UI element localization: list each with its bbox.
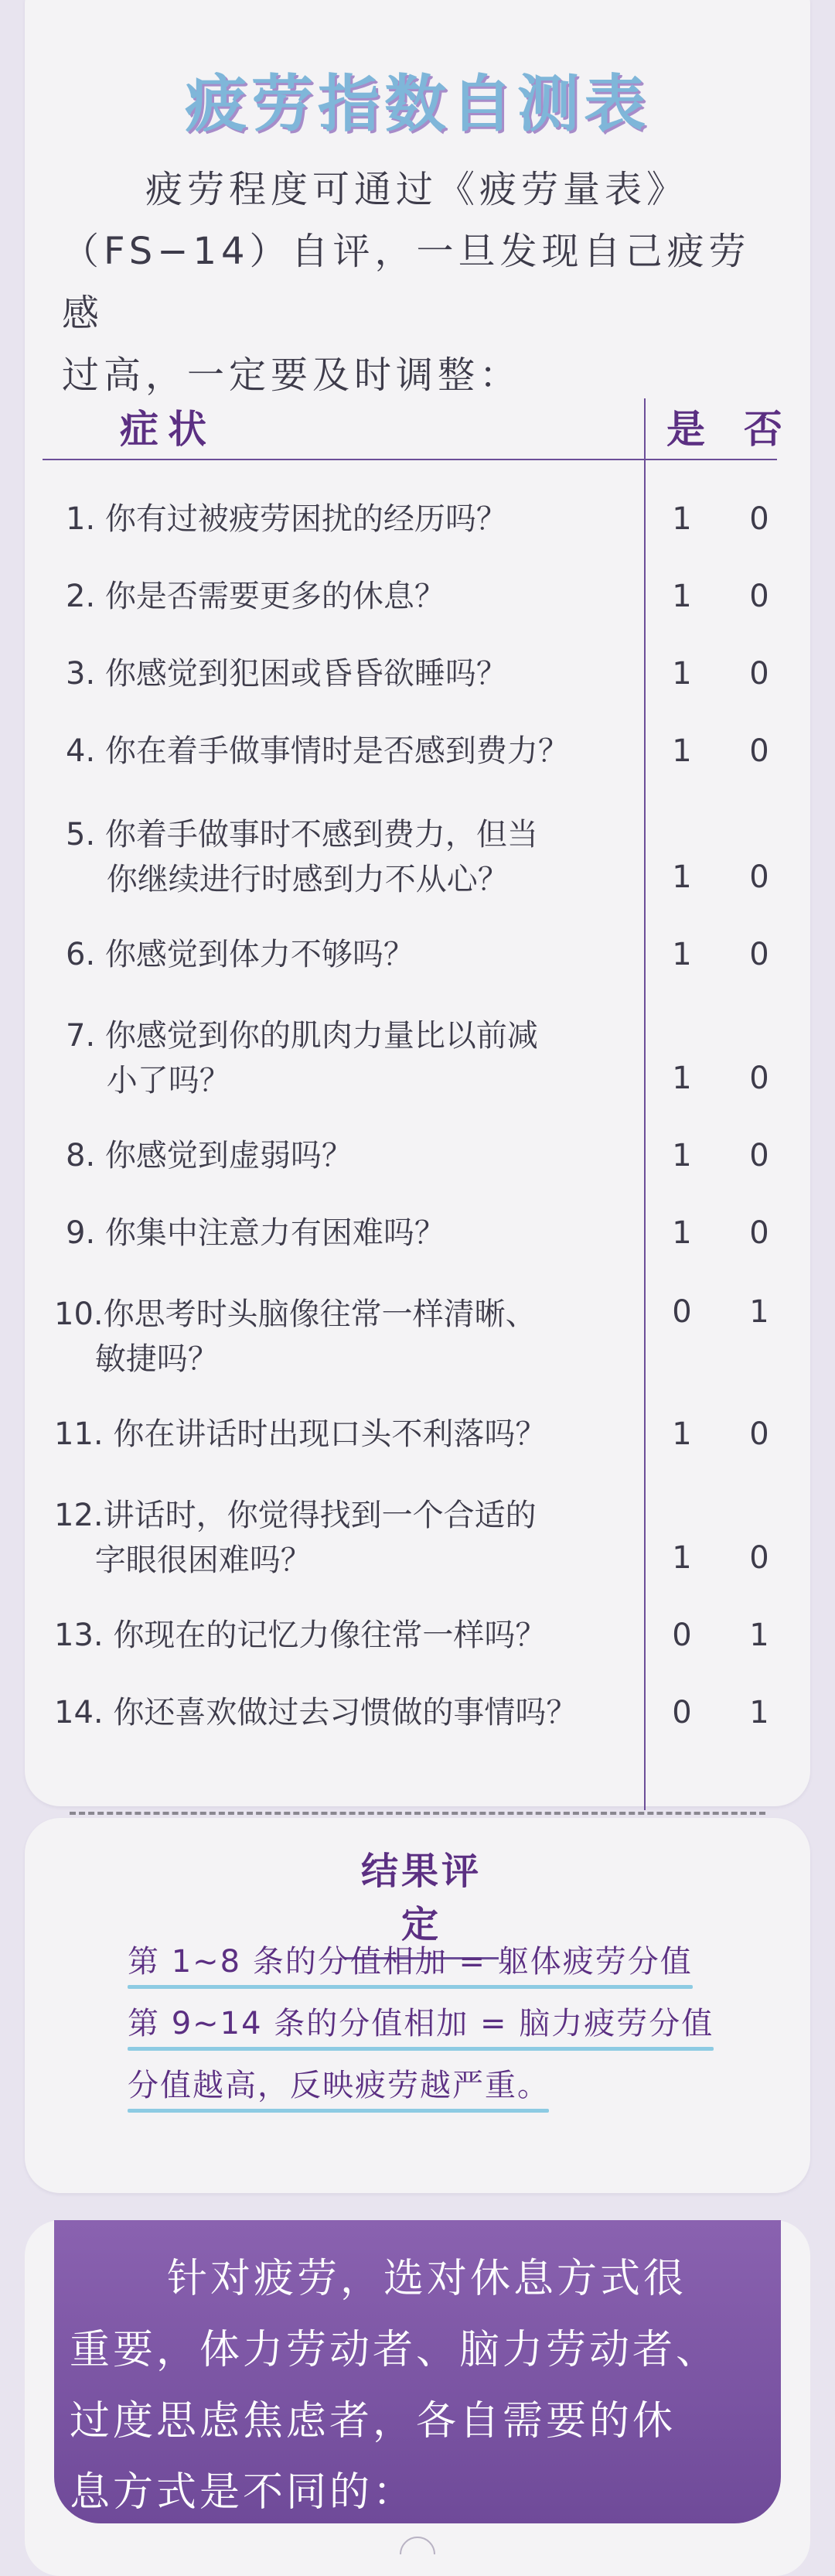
yes-score: 0 [672,1618,692,1653]
question-text: 3. 你感觉到犯困或昏昏欲睡吗？ [66,656,507,692]
result-line: 分值越高，反映疲劳越严重。 [128,2064,550,2113]
table-header-divider [43,459,777,460]
yes-score: 1 [672,937,692,972]
yes-score: 1 [672,1540,692,1576]
highlight-underline [128,2109,549,2113]
no-score: 0 [749,579,769,614]
yes-score: 0 [672,1294,692,1330]
header-no: 否 [744,407,782,452]
advice-line: 过度思虑焦虑者，各自需要的休 [70,2398,677,2444]
question-text: 13. 你现在的记忆力像往常一样吗？ [54,1618,547,1653]
advice-line: 重要，体力劳动者、脑力劳动者、 [70,2327,720,2373]
no-score: 1 [749,1618,769,1653]
bottom-decoration [356,2523,479,2554]
yes-score: 0 [672,1695,692,1730]
page-title: 疲劳指数自测表 [185,68,650,140]
yes-score: 1 [672,501,692,537]
question-text: 6. 你感觉到体力不够吗？ [66,937,414,972]
question-text: 4. 你在着手做事情时是否感到费力？ [66,733,569,769]
yes-score: 1 [672,656,692,692]
yes-score: 1 [672,859,692,895]
no-score: 0 [749,859,769,895]
no-score: 1 [749,1695,769,1730]
no-score: 0 [749,501,769,537]
question-text: 12.讲话时，你觉得找到一个合适的 字眼很困难吗？ [54,1498,537,1578]
question-text: 1. 你有过被疲劳困扰的经历吗？ [66,501,507,537]
advice-text [70,2243,742,2528]
no-score: 0 [749,656,769,692]
header-yes: 是 [666,407,705,452]
table-column-divider [644,398,646,1810]
question-text: 11. 你在讲话时出现口头不利落吗？ [54,1416,547,1452]
intro-line: （FS−14）自评，一旦发现自己疲劳感 [62,230,751,335]
result-line: 第 9~14 条的分值相加 = 脑力疲劳分值 [128,2002,714,2051]
no-score: 0 [749,1138,769,1174]
question-text: 2. 你是否需要更多的休息？ [66,579,445,614]
yes-score: 1 [672,1061,692,1096]
result-title: 结果评定 [344,1841,499,1959]
yes-score: 1 [672,1416,692,1452]
header-symptom: 症状 [120,407,216,452]
intro-line: 疲劳程度可通过《疲劳量表》 [62,168,689,211]
no-score: 0 [749,1215,769,1251]
yes-score: 1 [672,1138,692,1174]
question-text: 9. 你集中注意力有困难吗？ [66,1215,445,1251]
dashed-divider [70,1812,765,1815]
question-text: 14. 你还喜欢做过去习惯做的事情吗？ [54,1695,578,1730]
no-score: 1 [749,1294,769,1330]
no-score: 0 [749,1416,769,1452]
yes-score: 1 [672,1215,692,1251]
question-text: 5. 你着手做事时不感到费力，但当 你继续进行时感到力不从心？ [66,817,538,897]
question-text: 7. 你感觉到你的肌肉力量比以前减 小了吗？ [66,1018,538,1098]
yes-score: 1 [672,733,692,769]
question-text: 10.你思考时头脑像往常一样清晰、 敏捷吗？ [54,1297,537,1377]
result-line: 第 1~8 条的分值相加 = 躯体疲劳分值 [128,1940,693,1989]
intro-line: 过高，一定要及时调整： [62,354,522,397]
highlight-underline [128,1985,693,1989]
advice-line: 针对疲劳，选对休息方式很 [124,2256,687,2302]
no-score: 0 [749,733,769,769]
highlight-underline [128,2047,714,2051]
no-score: 0 [749,1061,769,1096]
question-text: 8. 你感觉到虚弱吗？ [66,1138,353,1174]
no-score: 0 [749,937,769,972]
advice-line: 息方式是不同的： [70,2469,417,2516]
no-score: 0 [749,1540,769,1576]
yes-score: 1 [672,579,692,614]
intro-paragraph [62,159,789,406]
